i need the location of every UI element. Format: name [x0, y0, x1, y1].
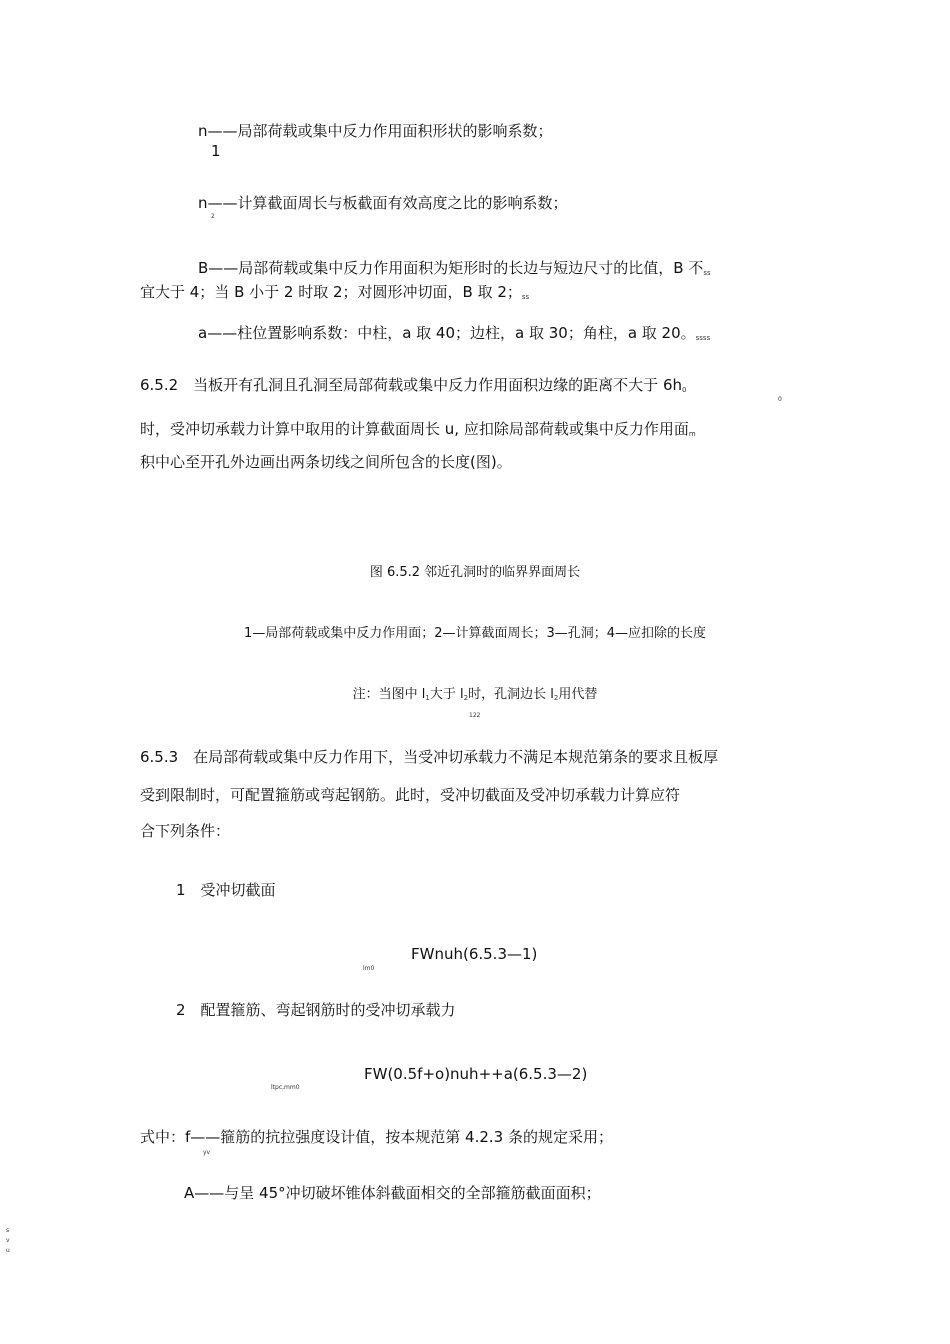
- alpha-subscript: ssss: [695, 334, 711, 342]
- figure-note: 注：当图中 l1大于 l2时，孔洞边长 l2用代替: [352, 687, 598, 702]
- margin-mark-s: s: [6, 1227, 10, 1234]
- where-fyv-definition: 式中：f——箍筋的抗拉强度设计值，按本规范第 4.2.3 条的规定采用；: [140, 1128, 613, 1146]
- eta2-subscript: 2: [211, 213, 215, 220]
- clause-6-5-3-line1: 6.5.3 在局部荷载或集中反力作用下，当受冲切承载力不满足本规范第条的要求且板厚: [140, 748, 719, 766]
- beta-subscript-2: ss: [521, 293, 530, 301]
- where-asvu-definition: A——与呈 45°冲切破坏锥体斜截面相交的全部箍筋截面面积；: [184, 1184, 601, 1202]
- formula-6-5-3-1-subscripts: lm0: [363, 965, 375, 972]
- formula-6-5-3-2: FW(0.5f+o)nuh++a(6.5.3—2): [364, 1065, 588, 1083]
- um-subscript: m: [688, 430, 696, 438]
- clause-6-5-3-line3: 合下列条件：: [140, 822, 231, 840]
- clause-6-5-3-line2: 受到限制时，可配置箍筋或弯起钢筋。此时，受冲切截面及受冲切承载力计算应符: [140, 786, 681, 804]
- fyv-subscript: yv: [203, 1149, 211, 1156]
- beta-subscript-1: ss: [703, 269, 711, 277]
- beta-definition-line2: 宜大于 4；当 B 小于 2 时取 2；对圆形冲切面，B 取 2；ss: [140, 283, 530, 301]
- figure-note-subscripts: 122: [469, 712, 481, 719]
- formula-6-5-3-1: FWnuh(6.5.3—1): [411, 945, 538, 963]
- clause-6-5-2-line2: 时，受冲切承载力计算中取用的计算截面周长 u, 应扣除局部荷载或集中反力作用面m: [140, 420, 696, 438]
- figure-legend: 1—局部荷载或集中反力作用面；2—计算截面周长；3—孔洞；4—应扣除的长度: [243, 626, 707, 641]
- clause-6-5-2-line3: 积中心至开孔外边画出两条切线之间所包含的长度(图)。: [140, 453, 512, 471]
- eta1-definition: n——局部荷载或集中反力作用面积形状的影响系数；: [198, 122, 553, 140]
- figure-caption: 图 6.5.2 邻近孔洞时的临界界面周长: [369, 565, 581, 580]
- beta-definition-line1: B——局部荷载或集中反力作用面积为矩形时的长边与短边尺寸的比值，B 不ss: [198, 259, 711, 277]
- alpha-definition: a——柱位置影响系数：中柱，a 取 40；边柱，a 取 30；角柱，a 取 20。ssss: [198, 324, 711, 342]
- eta2-definition: n——计算截面周长与板截面有效高度之比的影响系数；: [198, 194, 568, 212]
- margin-mark-v: v: [6, 1237, 10, 1244]
- clause-6-5-2-floating-subscript: 0: [778, 396, 782, 403]
- item-2-label: 2 配置箍筋、弯起钢筋时的受冲切承载力: [176, 1001, 456, 1019]
- margin-mark-u: u: [6, 1247, 10, 1254]
- h0-subscript: 0: [682, 386, 687, 394]
- formula-6-5-3-2-subscripts: ltpc,mm0: [271, 1084, 300, 1091]
- item-1-label: 1 受冲切截面: [176, 881, 276, 899]
- eta1-subscript: 1: [211, 142, 221, 160]
- clause-6-5-2-line1: 6.5.2 当板开有孔洞且孔洞至局部荷载或集中反力作用面积边缘的距离不大于 6h0: [140, 376, 687, 394]
